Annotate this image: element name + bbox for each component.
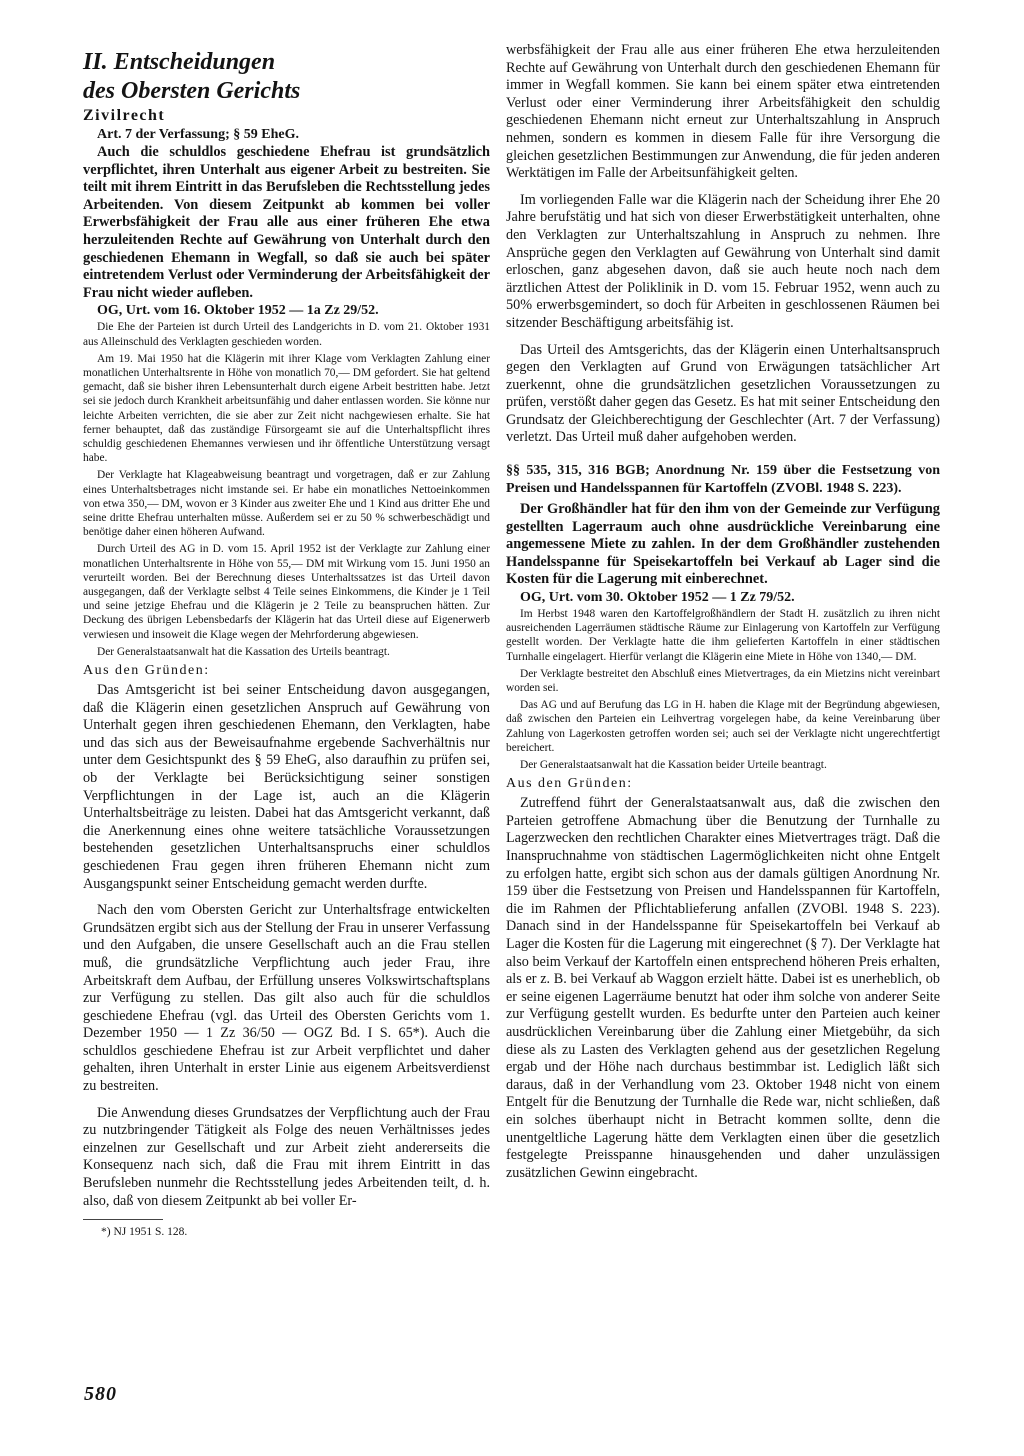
case1-judgment-ref: OG, Urt. vom 16. Oktober 1952 — 1a Zz 29/52. [97,303,379,319]
case2-facts-paragraph: Im Herbst 1948 waren den Kartoffelgroßhändlern der Stadt H. zusätzlich zu ihren nicht ausreichenden Lagerräumen städtische Räume zur Einlagerung von Kartoffeln zur Verfügung gestellt worden. Der Verklagte hatte die ihm gelieferten Kartoffeln in einer städtischen Turnhalle eingelagert. Hierfür verlangt die Klägerin eine Miete in Höhe von 1340,— DM. [506,608,940,663]
continuation-paragraph: Im vorliegenden Falle war die Klägerin nach der Scheidung ihrer Ehe 20 Jahre berufstätig und hat sich von dieser Erwerbstätigkeit unterhalten, ohne den Verklagten zur Unterhaltszahlung in Anspruch zu nehmen. Ihre Ansprüche gegen den Verklagten auf Gewährung von Unterhalt sind damit erloschen, ganz abgesehen davon, daß sie auch heute noch nach dem ärztlichen Attest der Poliklinik in D. vom 15. Februar 1952, wenn auch zu 50% erwerbsgemindert, so doch für Arbeiten in geschlossenen Räumen bei sitzender Beschäftigung arbeitsfähig ist. [506,191,940,331]
case1-reasons-heading: Aus den Gründen: [83,663,210,679]
continuation-paragraph: Das Urteil des Amtsgerichts, das der Klägerin einen Unterhaltsanspruch gegen den Verklagten auf Grund von Erwägungen tatsächlicher Art zuerkennt, ohne die grundsätzlichen gesetzlichen Voraussetzungen zu prüfen, verstößt daher gegen das Gesetz. Es hat mit seiner Entscheidung den Grundsatz der Gleichberechtigung der Geschlechter (Art. 7 der Verfassung) verletzt. Das Urteil muß daher aufgehoben werden. [506,341,940,446]
left-column [83,42,490,1239]
footnote-divider [83,1219,163,1220]
case2-facts-paragraph: Der Verklagte bestreitet den Abschluß eines Mietvertrages, da ein Mietzins nicht vereinbart worden sei. [506,667,940,695]
case2-citation: §§ 535, 315, 316 BGB; Anordnung Nr. 159 über die Festsetzung von Preisen und Handelsspannen für Kartoffeln (ZVOBl. 1948 S. 223). [506,463,940,497]
case1-citation: Art. 7 der Verfassung; § 59 EheG. [97,127,299,142]
case1-facts-paragraph: Die Ehe der Parteien ist durch Urteil des Landgerichts in D. vom 21. Oktober 1931 aus Alleinschuld des Verklagten geschieden worden. [83,321,490,348]
section-title-line1: II. Entscheidungen [83,49,276,75]
case1-reasons-paragraph: Nach den vom Obersten Gericht zur Unterhaltsfrage entwickelten Grundsätzen ergibt sich aus der Stellung der Frau in unserer Verfassung und den Aufgaben, die unsere Gesellschaft auch an die Frau stellen muß, die grundsätzliche Verpflichtung auch jeder Frau, ihre Arbeitskraft dem Aufbau, der Erfüllung unseres Volkswirtschaftsplans zur Verfügung zu stellen. Das gilt also auch für die schuldlos geschiedene Ehefrau (vgl. das Urteil des Obersten Gerichts vom 1. Dezember 1950 — 1 Zz 36/50 — OGZ Bd. I S. 65*). Auch die schuldlos geschiedene Ehefrau ist zur Arbeit verpflichtet und daher gehalten, ihren Unterhalt in erster Linie aus eigenem Arbeitsverdienst zu bestreiten. [83,902,490,1095]
case1-facts-paragraph: Der Verklagte hat Klageabweisung beantragt und vorgetragen, daß er zur Zahlung eines Unterhaltsbetrages nicht imstande sei. Er habe ein monatliches Nettoeinkommen von etwa 350,— DM, wovon er 3 Kinder aus zweiter Ehe und 1 Kind aus dritter Ehe und seine dritte Ehefrau unterhalten müsse. Außerdem sei er zu 50 % schwerbeschädigt und benötige daher einen höheren Aufwand. [83,469,490,539]
case1-facts-paragraph: Am 19. Mai 1950 hat die Klägerin mit ihrer Klage vom Verklagten Zahlung einer monatlichen Unterhaltsrente in Höhe von monatlich 70,— DM gefordert. Sie hat geltend gemacht, daß sie bisher ihren Lebensunterhalt durch eigene Arbeit bestritten habe. Jetzt sei sie jedoch durch Krankheit arbeitsunfähig und daher entlassen worden. Sie könne nur leichte Arbeiten verrichten, die sie aber zur Zeit nicht nachgewiesen erhalte. Sie hat ferner behauptet, daß das zuständige Fürsorgeamt sie auf die Unterhaltspflicht ihres schuldig geschiedenen Ehemannes verwiesen und ihr öffentliche Unterstützung versagt habe. [83,352,490,465]
section-subtitle: Zivilrecht [83,107,166,124]
section-title-line2: des Obersten Gerichts [83,78,301,104]
footnote: *) NJ 1951 S. 128. [101,1226,188,1239]
case1-facts-paragraph: Durch Urteil des AG in D. vom 15. April 1952 ist der Verklagte zur Zahlung einer monatlichen Unterhaltsrente in Höhe von 55,— DM mit Wirkung vom 15. Juni 1950 an verurteilt worden. Bei der Berechnung dieses Unterhaltssatzes ist das Urteil davon ausgegangen, daß der Verklagte selbst 4 Teile seines Einkommens, die Kinder je 1 Teil und seine jetzige Ehefrau und die Klägerin je 2 Teile zu beanspruchen hätten. Zur Deckung des übrigen Lebensbedarfs der Klägerin hat das Urteil diese auf Eigenerwerb verwiesen und insoweit die Klage wegen der Mehrforderung abgewiesen. [83,543,490,641]
case1-headnote: Auch die schuldlos geschiedene Ehefrau ist grundsätzlich verpflichtet, ihren Unterhalt aus eigener Arbeit zu bestreiten. Sie teilt mit ihrem Eintritt in das Berufsleben die Rechtsstellung jedes Arbeitenden. Von diesem Zeitpunkt ab kommen bei voller Erwerbsfähigkeit der Frau alle aus einer früheren Ehe etwa herzuleitenden Rechte auf Gewährung von Unterhalt durch den geschiedenen Ehemann in Wegfall, so daß sie auch bei später eintretendem Verlust oder Verminderung der Arbeitsfähigkeit der Frau nicht wieder aufleben. [83,144,490,301]
right-column [506,42,940,1191]
case1-facts-paragraph: Der Generalstaatsanwalt hat die Kassation des Urteils beantragt. [97,645,390,658]
case2-reasons-heading: Aus den Gründen: [506,776,633,792]
case2-headnote: Der Großhändler hat für den ihm von der Gemeinde zur Verfügung gestellten Lagerraum auch ohne ausdrückliche Vereinbarung eine angemessene Miete zu zahlen. In der dem Großhändler zustehenden Handelsspanne für Speisekartoffeln bei Verkauf ab Lager sind die Kosten für die Lagerung mit einberechnet. [506,501,940,588]
case2-reasons-paragraph: Zutreffend führt der Generalstaatsanwalt aus, daß die zwischen den Parteien getroffene Abmachung über die Benutzung der Turnhalle zu Lagerzwecken den rechtlichen Charakter eines Mietvertrages trägt. Daß die Inanspruchnahme von städtischen Lagermöglichkeiten nicht ohne Entgelt zu erfolgen hatte, ergibt sich schon aus der damals gültigen Anordnung Nr. 159 über die Festsetzung von Preisen und Handelsspannen für Kartoffeln, die im Rahmen der Pflichtablieferung anfallen (ZVOBl. 1948 S. 223). Danach sind in der Handelsspanne für Speisekartoffeln bei Verkauf ab Lager die Kosten für die Lagerung mit eingerechnet (§ 7). Der Verklagte hat also beim Verkauf der Kartoffeln einen entsprechend höheren Preis erhalten, als er z. B. bei Verkauf ab Waggon erzielt hätte. Dabei ist es unerheblich, ob er seine eigenen Lagerräume benutzt hat oder ihm solche von anderer Seite zur Verfügung gestellt wurden. Es bedurfte unter den Parteien auch keiner ausdrücklichen Vereinbarung über die Zahlung einer Mietgebühr, da sich diese als zu Lasten des Verklagten gehend aus der gesetzlichen Regelung ergab und der Höhe nach durchaus bestimmbar ist. Lediglich läßt sich daraus, daß in der Verhandlung vom 23. Oktober 1948 nicht von einem Entgelt für die Benutzung der Turnhalle die Rede war, nicht schließen, daß ein solches überhaupt nicht in Betracht kommen sollte, denn die unentgeltliche Lagerung hätte dem Verklagten einen über die gesetzlich festgelegte Preisspanne hinausgehenden und daher unzulässigen zusätzlichen Gewinn eingebracht. [506,795,940,1181]
case2-judgment-ref: OG, Urt. vom 30. Oktober 1952 — 1 Zz 79/52. [520,590,795,606]
case1-reasons-paragraph: Das Amtsgericht ist bei seiner Entscheidung davon ausgegangen, daß die Klägerin einen gesetzlichen Anspruch auf Gewährung von Unterhalt gegen ihren geschiedenen Ehemann, den Verklagten, habe und das sich aus der Beweisaufnahme ergebende Sachverhältnis nur unter dem Gesichtspunkt des § 59 EheG, also daraufhin zu prüfen sei, ob der Verklagte bei Berücksichtigung seiner sonstigen Verpflichtungen in der Lage ist, auch an die Klägerin Unterhaltsbeiträge zu leisten. Dabei hat das Amtsgericht verkannt, daß die Anerkennung eines ohne weitere tatsächliche Voraussetzungen bestehenden gesetzlichen Unterhaltsanspruchs einer schuldlos geschiedenen Frau gegen ihren früheren Ehemann nicht zum Ausgangspunkt seiner Entscheidung gemacht werden durfte. [83,682,490,892]
page-number: 580 [84,1383,117,1405]
case2-facts-paragraph: Das AG und auf Berufung das LG in H. haben die Klage mit der Begründung abgewiesen, daß zwischen den Parteien ein Leihvertrag vorgelegen habe, da keine Vereinbarung über Zahlung von Lagerkosten getroffen worden sei; auch sei der Verklagte nicht ungerechtfertigt bereichert. [506,699,940,754]
continuation-paragraph: werbsfähigkeit der Frau alle aus einer früheren Ehe etwa herzuleitenden Rechte auf Gewährung von Unterhalt durch den geschiedenen Ehemann für immer in Wegfall kommen. Sie kann bei einem später etwa eintretenden Verlust oder einer Verminderung ihrer Arbeitsfähigkeit den schuldig geschiedenen Ehemann nicht erneut zur Unterhaltszahlung in Anspruch nehmen, sondern es kommen in diesem Falle für ihre Versorgung die gleichen gesetzlichen Bestimmungen zur Anwendung, die für jeden anderen Werktätigen im Falle der Arbeitsunfähigkeit gelten. [506,42,940,182]
case1-reasons-paragraph: Die Anwendung dieses Grundsatzes der Verpflichtung auch der Frau zu nutzbringender Tätigkeit als Folge des neuen Verhältnisses jedes einzelnen zur Gesellschaft und zur Arbeit zieht andererseits die Konsequenz nach sich, daß die Frau mit ihrem Eintritt in das Berufsleben nunmehr die Rechtsstellung jedes Arbeitenden teilt, d. h. also, daß von diesem Zeitpunkt ab bei voller Er- [83,1104,490,1209]
case2-facts-paragraph: Der Generalstaatsanwalt hat die Kassation beider Urteile beantragt. [520,759,827,772]
